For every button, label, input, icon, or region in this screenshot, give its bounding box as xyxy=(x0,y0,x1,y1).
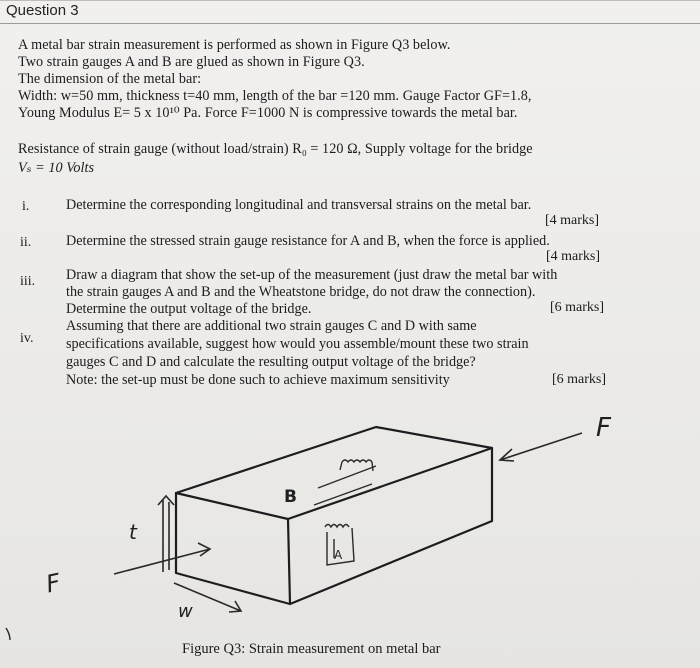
figure-caption: Figure Q3: Strain measurement on metal bar xyxy=(182,641,441,657)
gauge-b-label: B xyxy=(284,487,297,507)
margin-mark xyxy=(6,628,10,640)
question-title: Question 3 xyxy=(6,2,79,19)
force-arrow-left xyxy=(114,543,210,574)
item-i-line-1: Determine the corresponding longitudinal and transversal strains on the metal bar. xyxy=(66,197,532,213)
intro-line-4: Width: w=50 mm, thickness t=40 mm, length of the bar =120 mm. Gauge Factor GF=1.8, xyxy=(18,88,532,104)
item-iv-line-2: specifications available, suggest how would you assemble/mount these two strain xyxy=(66,336,529,352)
item-i-marks: [4 marks] xyxy=(545,213,600,228)
width-label: w xyxy=(178,601,193,622)
force-label-left: F xyxy=(43,568,63,599)
item-iv-number: iv. xyxy=(20,331,34,346)
item-ii-marks: [4 marks] xyxy=(546,249,601,264)
intro-line-7: Vₛ = 10 Volts xyxy=(18,160,95,176)
item-iii-line-3: Determine the output voltage of the bridge. xyxy=(66,301,312,317)
item-iii-line-1: Draw a diagram that show the set-up of the measurement (just draw the metal bar with xyxy=(66,267,558,283)
item-iii-line-2: the strain gauges A and B and the Wheatstone bridge, do not draw the connection). xyxy=(66,284,536,300)
title-divider xyxy=(0,23,700,24)
intro-line-2: Two strain gauges A and B are glued as shown in Figure Q3. xyxy=(18,54,365,70)
item-i-number: i. xyxy=(22,199,30,214)
intro-line-3: The dimension of the metal bar: xyxy=(18,71,202,87)
gauge-a-label: A xyxy=(334,548,343,562)
metal-bar-figure xyxy=(0,400,700,640)
item-iv-line-3: gauges C and D and calculate the resulting output voltage of the bridge? xyxy=(66,354,476,370)
thickness-label: t xyxy=(129,520,137,544)
force-label-right: F xyxy=(596,413,611,443)
item-iii-number: iii. xyxy=(20,274,36,289)
item-iv-marks: [6 marks] xyxy=(552,372,607,387)
bar-front-face xyxy=(176,493,290,604)
top-edge-line xyxy=(0,0,700,1)
item-ii-number: ii. xyxy=(20,235,32,250)
item-iii-marks: [6 marks] xyxy=(550,300,605,315)
item-ii-line-1: Determine the stressed strain gauge resistance for A and B, when the force is applied. xyxy=(66,233,550,249)
item-iv-line-4: Note: the set-up must be done such to achieve maximum sensitivity xyxy=(66,372,450,388)
bar-top-face xyxy=(176,427,492,519)
intro-line-6: Resistance of strain gauge (without load/strain) R₀ = 120 Ω, Supply voltage for the bridge xyxy=(18,141,533,157)
intro-line-5: Young Modulus E= 5 x 10¹⁰ Pa. Force F=1000 N is compressive towards the metal bar. xyxy=(18,105,518,121)
intro-line-1: A metal bar strain measurement is performed as shown in Figure Q3 below. xyxy=(18,37,451,53)
force-arrow-right xyxy=(500,433,582,461)
bar-side-face xyxy=(290,448,492,604)
item-iv-line-1: Assuming that there are additional two strain gauges C and D with same xyxy=(66,318,477,334)
